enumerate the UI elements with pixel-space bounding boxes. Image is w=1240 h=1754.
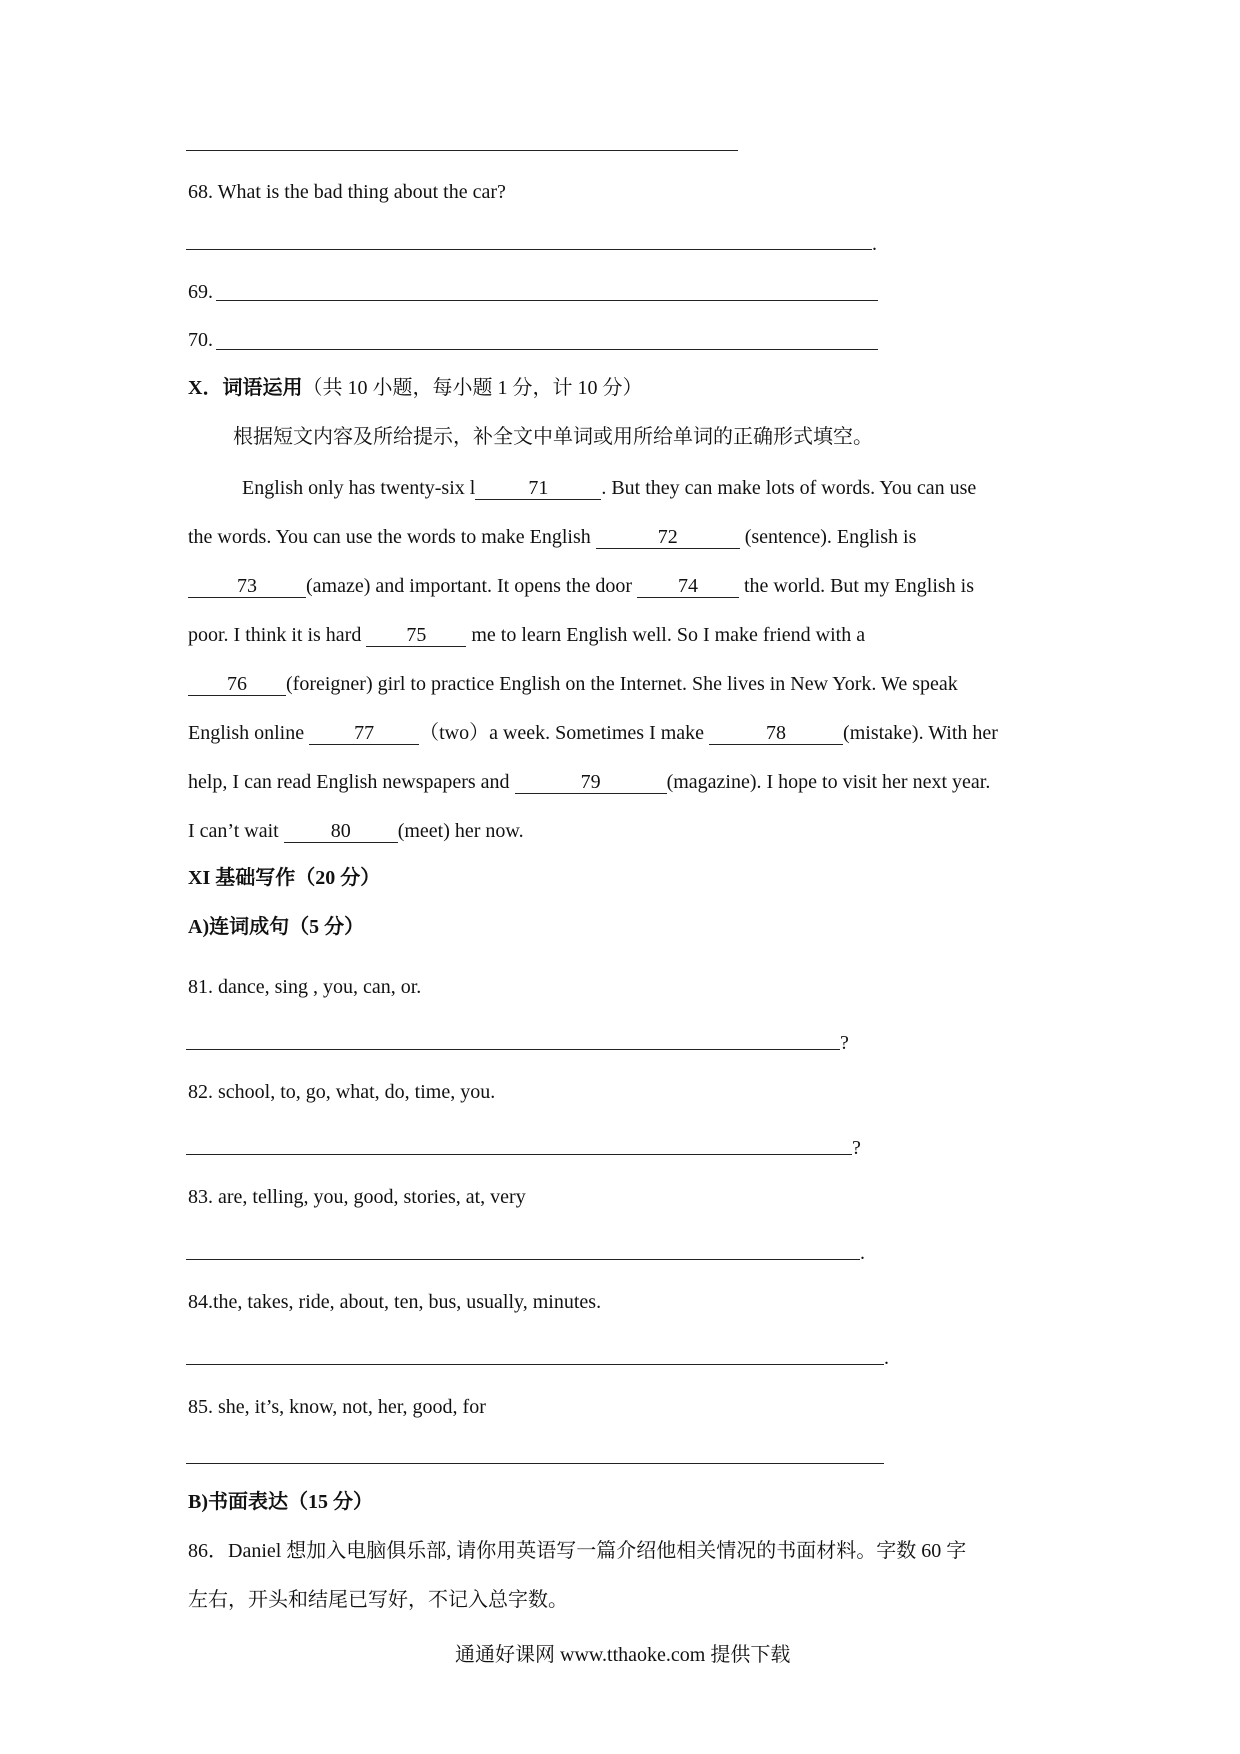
answer-end-84: . — [884, 1347, 889, 1369]
blank-72[interactable]: 72 — [596, 527, 740, 549]
section-10-title: X．词语运用 — [188, 377, 303, 399]
answer-line-81[interactable] — [186, 1049, 840, 1050]
blank-74[interactable]: 74 — [637, 576, 739, 598]
answer-end-68: . — [872, 233, 877, 255]
passage-line-3: 73 (amaze) and important. It opens the door 74 the world. But my English is — [188, 576, 974, 598]
answer-line-70[interactable] — [216, 349, 878, 350]
section-11-heading: XI 基础写作（20 分） — [188, 867, 381, 889]
section-10-scoring: （共 10 小题，每小题 1 分，计 10 分） — [302, 377, 643, 399]
question-81: 81. dance, sing , you, can, or. — [188, 976, 422, 998]
answer-line-83[interactable] — [186, 1259, 860, 1260]
blank-75[interactable]: 75 — [366, 625, 466, 647]
question-83: 83. are, telling, you, good, stories, at, very — [188, 1186, 526, 1208]
question-69-label: 69. — [188, 281, 213, 303]
question-70-label: 70. — [188, 329, 213, 351]
question-85: 85. she, it’s, know, not, her, good, for — [188, 1396, 486, 1418]
answer-end-82: ? — [852, 1137, 861, 1159]
question-82: 82. school, to, go, what, do, time, you. — [188, 1081, 496, 1103]
part-b-heading: B)书面表达（15 分） — [188, 1491, 373, 1513]
passage-line-7: help, I can read English newspapers and 79 (magazine). I hope to visit her next year. — [188, 771, 991, 793]
passage-line-1: English only has twenty-six l 71 . But they can make lots of words. You can use — [242, 477, 977, 499]
answer-line-68[interactable] — [186, 249, 872, 250]
question-86-line-2: 左右，开头和结尾已写好，不记入总字数。 — [188, 1589, 568, 1611]
answer-end-81: ? — [840, 1032, 849, 1054]
blank-77[interactable]: 77 — [309, 723, 419, 745]
passage-line-6: English online 77 （two）a week. Sometimes I make 78 (mistake). With her — [188, 722, 998, 744]
part-a-heading: A)连词成句（5 分） — [188, 916, 365, 938]
answer-line-69[interactable] — [216, 300, 878, 301]
passage-line-4: poor. I think it is hard 75 me to learn English well. So I make friend with a — [188, 624, 866, 646]
passage-line-2: the words. You can use the words to make English 72 (sentence). English is — [188, 526, 917, 548]
passage-line-8: I can’t wait 80 (meet) her now. — [188, 820, 524, 842]
question-86-line-1: 86．Daniel 想加入电脑俱乐部, 请你用英语写一篇介绍他相关情况的书面材料。字数 60 字 — [188, 1540, 967, 1562]
section-10-heading — [188, 378, 642, 398]
answer-line-67[interactable] — [186, 150, 738, 151]
answer-line-84[interactable] — [186, 1364, 884, 1365]
blank-71[interactable]: 71 — [475, 478, 601, 500]
blank-78[interactable]: 78 — [709, 723, 843, 745]
passage-line-5: 76 (foreigner) girl to practice English on the Internet. She lives in New York. We speak — [188, 674, 958, 696]
answer-line-85[interactable] — [186, 1463, 884, 1464]
page-footer: 通通好课网 www.tthaoke.com 提供下载 — [455, 1644, 791, 1666]
blank-79[interactable]: 79 — [515, 772, 667, 794]
blank-73[interactable]: 73 — [188, 576, 306, 598]
answer-end-83: . — [860, 1242, 865, 1264]
question-84: 84.the, takes, ride, about, ten, bus, usually, minutes. — [188, 1291, 602, 1313]
blank-76[interactable]: 76 — [188, 674, 286, 696]
section-10-instruction: 根据短文内容及所给提示，补全文中单词或用所给单词的正确形式填空。 — [233, 426, 873, 448]
answer-line-82[interactable] — [186, 1154, 852, 1155]
question-68: 68. What is the bad thing about the car? — [188, 181, 506, 203]
blank-80[interactable]: 80 — [284, 821, 398, 843]
